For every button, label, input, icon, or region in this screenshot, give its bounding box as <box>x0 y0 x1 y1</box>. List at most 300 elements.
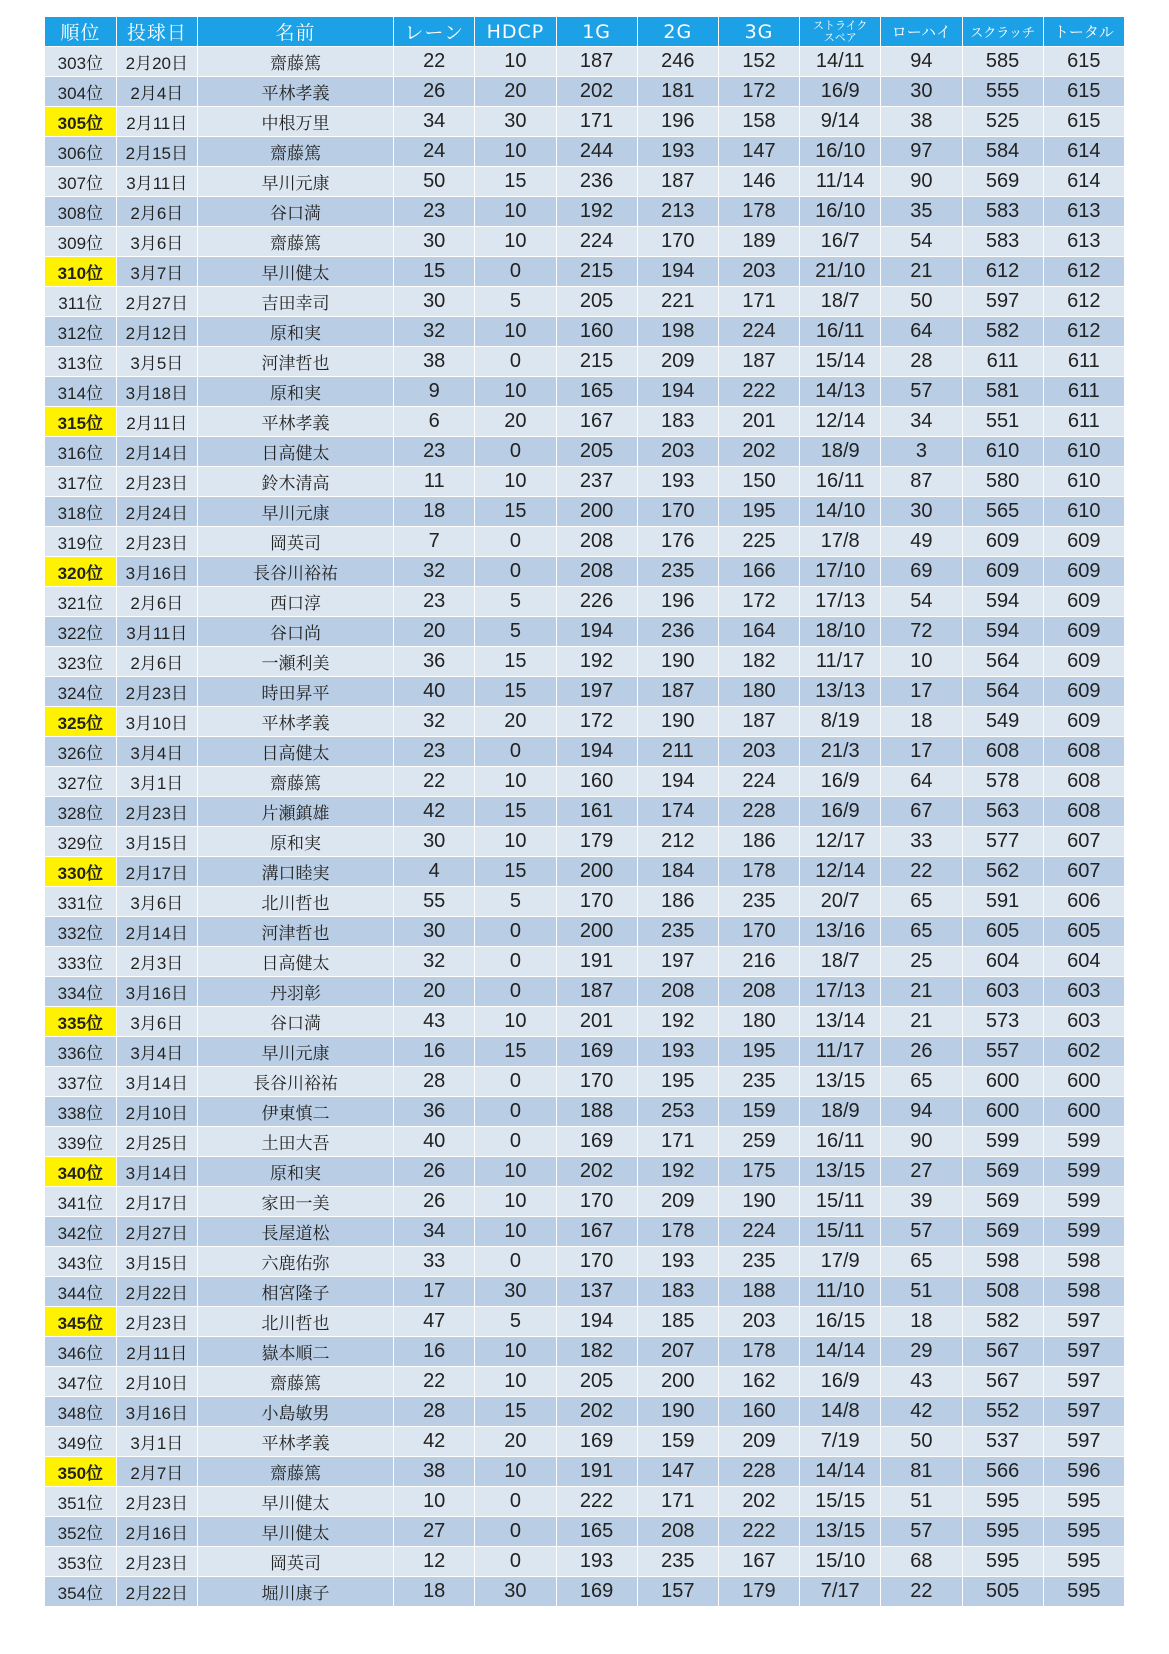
scratch-cell: 552 <box>962 1397 1043 1427</box>
game3-cell: 186 <box>718 827 799 857</box>
table-row <box>45 287 1125 317</box>
low-high-cell: 65 <box>881 1247 962 1277</box>
lane-cell: 7 <box>394 527 475 557</box>
game2-cell: 198 <box>637 317 718 347</box>
game3-cell: 178 <box>718 857 799 887</box>
game1-cell: 200 <box>556 497 637 527</box>
lane-cell: 42 <box>394 797 475 827</box>
lane-cell: 20 <box>394 617 475 647</box>
lane-cell: 17 <box>394 1277 475 1307</box>
name-cell: 岡英司 <box>197 1547 393 1577</box>
game2-cell: 207 <box>637 1337 718 1367</box>
col-header-scratch: スクラッチ <box>962 17 1043 47</box>
low-high-cell: 27 <box>881 1157 962 1187</box>
lane-cell: 36 <box>394 1097 475 1127</box>
total-cell: 597 <box>1043 1307 1124 1337</box>
low-high-cell: 68 <box>881 1547 962 1577</box>
name-cell: 片瀬鎮雄 <box>197 797 393 827</box>
name-cell: 齋藤篤 <box>197 227 393 257</box>
total-cell: 610 <box>1043 437 1124 467</box>
game3-cell: 224 <box>718 317 799 347</box>
date-cell: 2月6日 <box>116 587 197 617</box>
lane-cell: 9 <box>394 377 475 407</box>
hdcp-cell: 15 <box>475 167 556 197</box>
game2-cell: 221 <box>637 287 718 317</box>
total-cell: 603 <box>1043 977 1124 1007</box>
date-cell: 3月10日 <box>116 707 197 737</box>
game3-cell: 209 <box>718 1427 799 1457</box>
scratch-cell: 603 <box>962 977 1043 1007</box>
table-row <box>45 1547 1125 1577</box>
rank-cell: 308位 <box>45 197 117 227</box>
game1-cell: 188 <box>556 1097 637 1127</box>
strike-spare-cell: 15/15 <box>800 1487 881 1517</box>
name-cell: 伊東慎二 <box>197 1097 393 1127</box>
game2-cell: 193 <box>637 1037 718 1067</box>
rank-cell: 316位 <box>45 437 117 467</box>
date-cell: 3月15日 <box>116 827 197 857</box>
total-cell: 612 <box>1043 317 1124 347</box>
table-row <box>45 257 1125 287</box>
name-cell: 谷口尚 <box>197 617 393 647</box>
game3-cell: 202 <box>718 437 799 467</box>
name-cell: 原和実 <box>197 827 393 857</box>
strike-spare-cell: 16/15 <box>800 1307 881 1337</box>
strike-spare-cell: 11/17 <box>800 647 881 677</box>
rank-cell: 346位 <box>45 1337 117 1367</box>
lane-cell: 26 <box>394 1187 475 1217</box>
total-cell: 609 <box>1043 527 1124 557</box>
hdcp-cell: 15 <box>475 1037 556 1067</box>
game1-cell: 215 <box>556 257 637 287</box>
strike-spare-cell: 16/9 <box>800 77 881 107</box>
total-cell: 614 <box>1043 137 1124 167</box>
low-high-cell: 35 <box>881 197 962 227</box>
low-high-cell: 87 <box>881 467 962 497</box>
game1-cell: 236 <box>556 167 637 197</box>
total-cell: 613 <box>1043 197 1124 227</box>
table-row <box>45 887 1125 917</box>
game2-cell: 200 <box>637 1367 718 1397</box>
strike-spare-cell: 17/13 <box>800 977 881 1007</box>
strike-spare-cell: 16/10 <box>800 137 881 167</box>
date-cell: 2月3日 <box>116 947 197 977</box>
hdcp-cell: 10 <box>475 47 556 77</box>
low-high-cell: 49 <box>881 527 962 557</box>
game3-cell: 222 <box>718 377 799 407</box>
rank-cell: 320位 <box>45 557 117 587</box>
game3-cell: 152 <box>718 47 799 77</box>
name-cell: 相宮隆子 <box>197 1277 393 1307</box>
game1-cell: 170 <box>556 1067 637 1097</box>
scratch-cell: 563 <box>962 797 1043 827</box>
rank-cell: 330位 <box>45 857 117 887</box>
total-cell: 605 <box>1043 917 1124 947</box>
hdcp-cell: 10 <box>475 767 556 797</box>
strike-spare-cell: 11/17 <box>800 1037 881 1067</box>
low-high-cell: 90 <box>881 167 962 197</box>
game3-cell: 179 <box>718 1577 799 1607</box>
date-cell: 2月24日 <box>116 497 197 527</box>
game2-cell: 235 <box>637 917 718 947</box>
lane-cell: 23 <box>394 587 475 617</box>
game2-cell: 253 <box>637 1097 718 1127</box>
scratch-cell: 567 <box>962 1367 1043 1397</box>
hdcp-cell: 10 <box>475 827 556 857</box>
game2-cell: 186 <box>637 887 718 917</box>
game3-cell: 235 <box>718 887 799 917</box>
game3-cell: 170 <box>718 917 799 947</box>
strike-spare-cell: 17/13 <box>800 587 881 617</box>
game3-cell: 150 <box>718 467 799 497</box>
date-cell: 2月17日 <box>116 1187 197 1217</box>
low-high-cell: 34 <box>881 407 962 437</box>
hdcp-cell: 10 <box>475 1457 556 1487</box>
date-cell: 3月16日 <box>116 1397 197 1427</box>
game1-cell: 192 <box>556 647 637 677</box>
lane-cell: 24 <box>394 137 475 167</box>
table-row <box>45 167 1125 197</box>
table-row <box>45 467 1125 497</box>
rank-cell: 325位 <box>45 707 117 737</box>
name-cell: 日高健太 <box>197 947 393 977</box>
strike-spare-cell: 11/10 <box>800 1277 881 1307</box>
lane-cell: 47 <box>394 1307 475 1337</box>
name-cell: 齋藤篤 <box>197 767 393 797</box>
hdcp-cell: 20 <box>475 1427 556 1457</box>
total-cell: 612 <box>1043 257 1124 287</box>
scratch-cell: 557 <box>962 1037 1043 1067</box>
col-header-lane: レーン <box>394 17 475 47</box>
game1-cell: 179 <box>556 827 637 857</box>
scratch-cell: 584 <box>962 137 1043 167</box>
low-high-cell: 42 <box>881 1397 962 1427</box>
total-cell: 597 <box>1043 1397 1124 1427</box>
lane-cell: 40 <box>394 1127 475 1157</box>
date-cell: 2月23日 <box>116 677 197 707</box>
rank-cell: 307位 <box>45 167 117 197</box>
rank-cell: 337位 <box>45 1067 117 1097</box>
hdcp-cell: 30 <box>475 107 556 137</box>
strike-spare-cell: 16/11 <box>800 467 881 497</box>
low-high-cell: 57 <box>881 377 962 407</box>
total-cell: 595 <box>1043 1517 1124 1547</box>
date-cell: 3月18日 <box>116 377 197 407</box>
game1-cell: 169 <box>556 1037 637 1067</box>
rank-cell: 336位 <box>45 1037 117 1067</box>
lane-cell: 23 <box>394 437 475 467</box>
hdcp-cell: 5 <box>475 587 556 617</box>
date-cell: 2月20日 <box>116 47 197 77</box>
total-cell: 599 <box>1043 1187 1124 1217</box>
hdcp-cell: 10 <box>475 377 556 407</box>
rank-cell: 309位 <box>45 227 117 257</box>
game1-cell: 205 <box>556 437 637 467</box>
date-cell: 2月17日 <box>116 857 197 887</box>
name-cell: 堀川康子 <box>197 1577 393 1607</box>
game2-cell: 192 <box>637 1157 718 1187</box>
scratch-cell: 569 <box>962 1157 1043 1187</box>
col-header-hdcp: HDCP <box>475 17 556 47</box>
hdcp-cell: 0 <box>475 1127 556 1157</box>
game1-cell: 224 <box>556 227 637 257</box>
game2-cell: 171 <box>637 1127 718 1157</box>
game2-cell: 246 <box>637 47 718 77</box>
date-cell: 2月11日 <box>116 1337 197 1367</box>
name-cell: 齋藤篤 <box>197 137 393 167</box>
strike-spare-cell: 11/14 <box>800 167 881 197</box>
name-cell: 河津哲也 <box>197 347 393 377</box>
low-high-cell: 94 <box>881 47 962 77</box>
game2-cell: 235 <box>637 1547 718 1577</box>
scratch-cell: 600 <box>962 1067 1043 1097</box>
name-cell: 溝口睦実 <box>197 857 393 887</box>
scratch-cell: 549 <box>962 707 1043 737</box>
game1-cell: 244 <box>556 137 637 167</box>
lane-cell: 42 <box>394 1427 475 1457</box>
game2-cell: 197 <box>637 947 718 977</box>
total-cell: 611 <box>1043 377 1124 407</box>
low-high-cell: 67 <box>881 797 962 827</box>
rank-cell: 340位 <box>45 1157 117 1187</box>
rank-cell: 338位 <box>45 1097 117 1127</box>
date-cell: 3月16日 <box>116 977 197 1007</box>
low-high-cell: 17 <box>881 737 962 767</box>
rank-cell: 315位 <box>45 407 117 437</box>
table-row <box>45 437 1125 467</box>
strike-spare-cell: 7/17 <box>800 1577 881 1607</box>
low-high-cell: 28 <box>881 347 962 377</box>
name-cell: 齋藤篤 <box>197 1367 393 1397</box>
total-cell: 611 <box>1043 407 1124 437</box>
rank-cell: 329位 <box>45 827 117 857</box>
strike-spare-cell: 9/14 <box>800 107 881 137</box>
total-cell: 609 <box>1043 617 1124 647</box>
hdcp-cell: 0 <box>475 437 556 467</box>
name-cell: 丹羽彰 <box>197 977 393 1007</box>
game3-cell: 178 <box>718 197 799 227</box>
strike-spare-cell: 13/13 <box>800 677 881 707</box>
hdcp-cell: 10 <box>475 137 556 167</box>
rank-cell: 317位 <box>45 467 117 497</box>
game2-cell: 185 <box>637 1307 718 1337</box>
scratch-cell: 595 <box>962 1547 1043 1577</box>
strike-spare-cell: 13/15 <box>800 1517 881 1547</box>
col-header-low-high: ローハイ <box>881 17 962 47</box>
game3-cell: 188 <box>718 1277 799 1307</box>
game3-cell: 180 <box>718 677 799 707</box>
rank-cell: 333位 <box>45 947 117 977</box>
date-cell: 2月25日 <box>116 1127 197 1157</box>
hdcp-cell: 0 <box>475 557 556 587</box>
col-header-name: 名前 <box>197 17 393 47</box>
game3-cell: 159 <box>718 1097 799 1127</box>
rank-cell: 328位 <box>45 797 117 827</box>
total-cell: 608 <box>1043 797 1124 827</box>
hdcp-cell: 20 <box>475 407 556 437</box>
game2-cell: 176 <box>637 527 718 557</box>
game2-cell: 170 <box>637 227 718 257</box>
name-cell: 時田昇平 <box>197 677 393 707</box>
low-high-cell: 18 <box>881 707 962 737</box>
game1-cell: 160 <box>556 767 637 797</box>
scratch-cell: 525 <box>962 107 1043 137</box>
lane-cell: 40 <box>394 677 475 707</box>
scratch-cell: 551 <box>962 407 1043 437</box>
game2-cell: 203 <box>637 437 718 467</box>
scratch-cell: 597 <box>962 287 1043 317</box>
rank-cell: 332位 <box>45 917 117 947</box>
lane-cell: 27 <box>394 1517 475 1547</box>
low-high-cell: 30 <box>881 497 962 527</box>
lane-cell: 30 <box>394 917 475 947</box>
game2-cell: 193 <box>637 467 718 497</box>
total-cell: 600 <box>1043 1067 1124 1097</box>
strike-spare-cell: 18/7 <box>800 947 881 977</box>
game2-cell: 208 <box>637 1517 718 1547</box>
game3-cell: 203 <box>718 257 799 287</box>
table-row <box>45 47 1125 77</box>
game2-cell: 190 <box>637 647 718 677</box>
scratch-cell: 581 <box>962 377 1043 407</box>
game3-cell: 146 <box>718 167 799 197</box>
game1-cell: 194 <box>556 737 637 767</box>
name-cell: 早川健太 <box>197 257 393 287</box>
hdcp-cell: 10 <box>475 1157 556 1187</box>
low-high-cell: 21 <box>881 257 962 287</box>
scratch-cell: 583 <box>962 227 1043 257</box>
total-cell: 596 <box>1043 1457 1124 1487</box>
table-row <box>45 1067 1125 1097</box>
low-high-cell: 69 <box>881 557 962 587</box>
name-cell: 中根万里 <box>197 107 393 137</box>
game1-cell: 167 <box>556 1217 637 1247</box>
rank-cell: 331位 <box>45 887 117 917</box>
table-row <box>45 1007 1125 1037</box>
lane-cell: 11 <box>394 467 475 497</box>
game1-cell: 169 <box>556 1577 637 1607</box>
total-cell: 597 <box>1043 1367 1124 1397</box>
date-cell: 2月14日 <box>116 437 197 467</box>
date-cell: 2月10日 <box>116 1097 197 1127</box>
hdcp-cell: 30 <box>475 1577 556 1607</box>
date-cell: 2月14日 <box>116 917 197 947</box>
name-cell: 西口淳 <box>197 587 393 617</box>
hdcp-cell: 10 <box>475 1007 556 1037</box>
table-row <box>45 1157 1125 1187</box>
rank-cell: 322位 <box>45 617 117 647</box>
name-cell: 小島敏男 <box>197 1397 393 1427</box>
rank-cell: 341位 <box>45 1187 117 1217</box>
lane-cell: 43 <box>394 1007 475 1037</box>
game1-cell: 201 <box>556 1007 637 1037</box>
lane-cell: 32 <box>394 557 475 587</box>
total-cell: 611 <box>1043 347 1124 377</box>
hdcp-cell: 0 <box>475 1547 556 1577</box>
lane-cell: 34 <box>394 107 475 137</box>
low-high-cell: 65 <box>881 1067 962 1097</box>
low-high-cell: 65 <box>881 917 962 947</box>
lane-cell: 28 <box>394 1397 475 1427</box>
table-row <box>45 1577 1125 1607</box>
low-high-cell: 64 <box>881 767 962 797</box>
game3-cell: 190 <box>718 1187 799 1217</box>
game3-cell: 180 <box>718 1007 799 1037</box>
table-row <box>45 1487 1125 1517</box>
total-cell: 614 <box>1043 167 1124 197</box>
col-header-rank: 順位 <box>45 17 117 47</box>
hdcp-cell: 10 <box>475 227 556 257</box>
rank-cell: 350位 <box>45 1457 117 1487</box>
game2-cell: 174 <box>637 797 718 827</box>
game3-cell: 178 <box>718 1337 799 1367</box>
game2-cell: 235 <box>637 557 718 587</box>
hdcp-cell: 0 <box>475 1517 556 1547</box>
lane-cell: 22 <box>394 1367 475 1397</box>
lane-cell: 26 <box>394 77 475 107</box>
strike-spare-cell: 16/11 <box>800 1127 881 1157</box>
hdcp-cell: 5 <box>475 287 556 317</box>
name-cell: 長谷川裕祐 <box>197 1067 393 1097</box>
total-cell: 599 <box>1043 1217 1124 1247</box>
table-row <box>45 1367 1125 1397</box>
scratch-cell: 569 <box>962 1217 1043 1247</box>
total-cell: 615 <box>1043 107 1124 137</box>
date-cell: 3月15日 <box>116 1247 197 1277</box>
name-cell: 齋藤篤 <box>197 1457 393 1487</box>
rank-cell: 304位 <box>45 77 117 107</box>
table-row <box>45 1427 1125 1457</box>
total-cell: 598 <box>1043 1247 1124 1277</box>
table-row <box>45 1397 1125 1427</box>
hdcp-cell: 0 <box>475 1487 556 1517</box>
low-high-cell: 65 <box>881 887 962 917</box>
hdcp-cell: 15 <box>475 797 556 827</box>
game1-cell: 187 <box>556 47 637 77</box>
date-cell: 3月6日 <box>116 1007 197 1037</box>
date-cell: 3月11日 <box>116 167 197 197</box>
game1-cell: 194 <box>556 617 637 647</box>
strike-spare-cell: 16/9 <box>800 1367 881 1397</box>
lane-cell: 30 <box>394 287 475 317</box>
col-header-game2: 2G <box>637 17 718 47</box>
lane-cell: 50 <box>394 167 475 197</box>
table-row <box>45 797 1125 827</box>
name-cell: 平林孝義 <box>197 407 393 437</box>
name-cell: 原和実 <box>197 317 393 347</box>
date-cell: 2月16日 <box>116 1517 197 1547</box>
game1-cell: 187 <box>556 977 637 1007</box>
game2-cell: 159 <box>637 1427 718 1457</box>
game2-cell: 196 <box>637 587 718 617</box>
total-cell: 597 <box>1043 1337 1124 1367</box>
scratch-cell: 564 <box>962 647 1043 677</box>
low-high-cell: 72 <box>881 617 962 647</box>
game3-cell: 175 <box>718 1157 799 1187</box>
total-cell: 610 <box>1043 467 1124 497</box>
lane-cell: 16 <box>394 1337 475 1367</box>
date-cell: 3月7日 <box>116 257 197 287</box>
date-cell: 2月4日 <box>116 77 197 107</box>
date-cell: 3月1日 <box>116 767 197 797</box>
scratch-cell: 600 <box>962 1097 1043 1127</box>
hdcp-cell: 0 <box>475 977 556 1007</box>
game3-cell: 228 <box>718 1457 799 1487</box>
hdcp-cell: 0 <box>475 947 556 977</box>
hdcp-cell: 30 <box>475 1277 556 1307</box>
game1-cell: 171 <box>556 107 637 137</box>
total-cell: 612 <box>1043 287 1124 317</box>
